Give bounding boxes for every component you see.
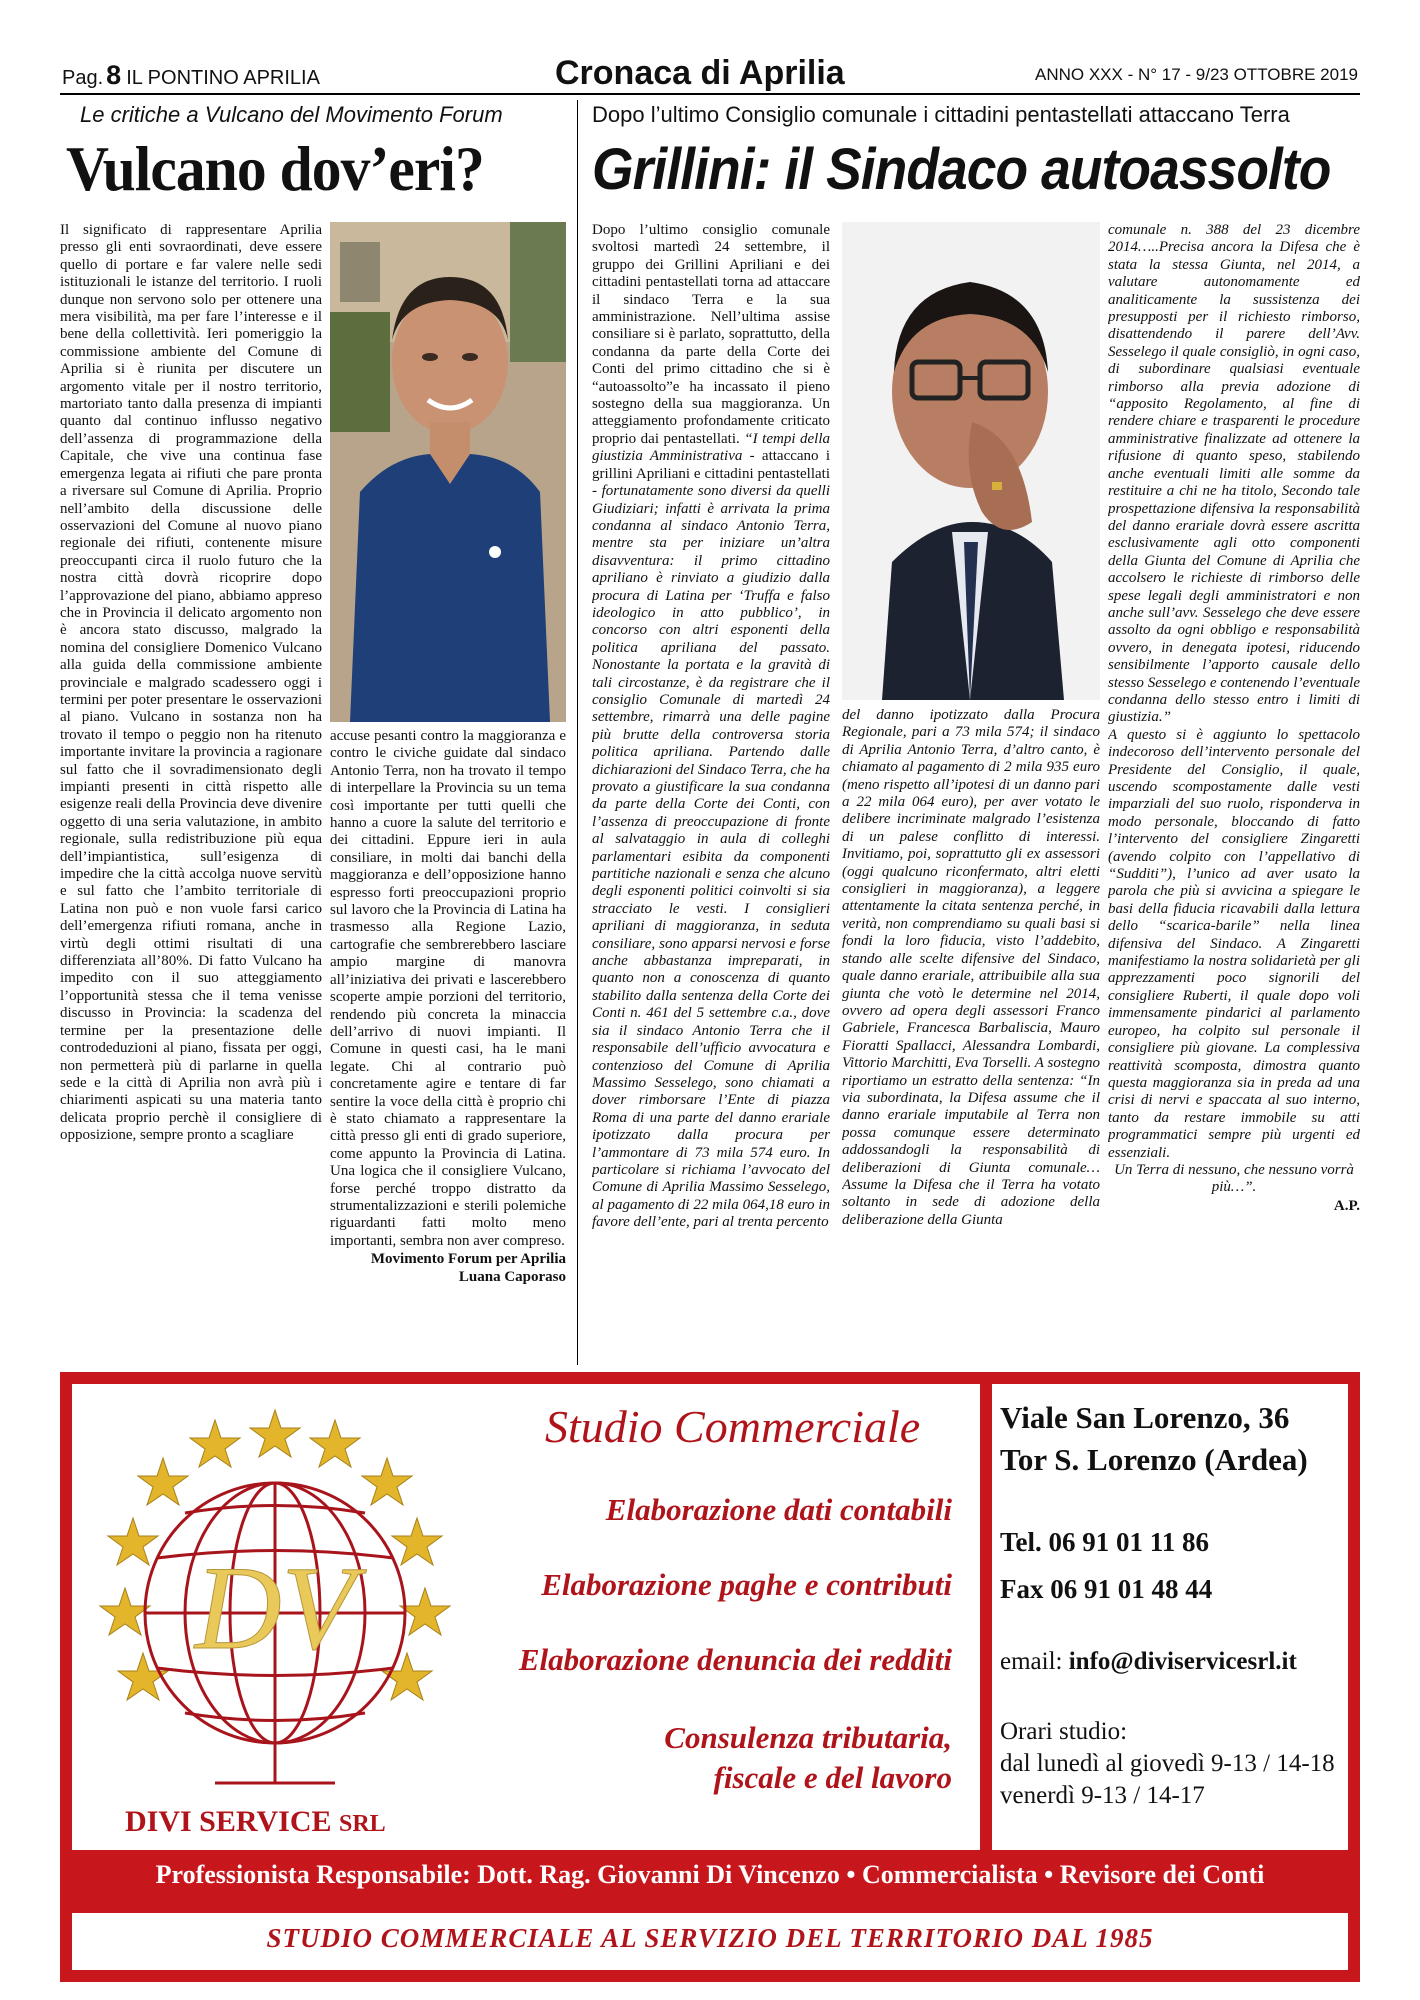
page-prefix: Pag.	[62, 67, 104, 89]
ad-fax: Fax 06 91 01 48 44	[1000, 1574, 1213, 1604]
ad-service-2: Elaborazione paghe e contributi	[541, 1567, 952, 1602]
right-article-text-3b: A questo si è aggiunto lo spettacolo indecoroso dell’intervento personale del Presidente del Consiglio, il quale, uscendo scompostamente dalle vesti imparziali del suo ruolo, risponderva in modo personale, bloccando di fatto l’intervento del consigliere Zingaretti (avendo colpito con l’appellativo di “Sudditi”), l’unico ad aver usato la parola che più si avvicina a spiegare le basi della fiducia ricavabili dalla lettura dello “scarica-barile” nella linea difensiva del Sindaco. A Zingaretti manifestiamo la nostra solidarietà per gli apprezzamenti poco signorili del consigliere Ruberti, il quale dopo voli immensamente pindarici al parlamento europeo, ha colpito sul personale il consigliere più giovane. La complessiva reattività scomposta, dimostra quanto questa maggioranza sia in preda ad una crisi di nervi e spaccata al suo interno, tanto da restare immobile su atti programmatici sempre più urgenti ed essenziali.	[1108, 726, 1360, 1161]
portrait-photo-vulcano	[330, 222, 566, 722]
ad-phone: Tel. 06 91 01 11 86	[1000, 1527, 1210, 1557]
ad-title: Studio Commerciale	[545, 1401, 921, 1452]
right-article-intro: Dopo l’ultimo consiglio comunale svoltosi martedì 24 settembre, il gruppo dei Grillini Apriliani e dei cittadini pentastellati torna ad attaccare il sindaco Terra e la sua amministrazione. Nell’ultima assise consiliare si è parlato, soprattutto, della condanna da parte della Corte dei Conti del primo cittadino che si è “autoassolto”e ha incassato il pieno sostegno della sua maggioranza. Un atteggiamento profondamente criticato proprio dai pentastellati.	[592, 222, 830, 447]
ad-address-2: Tor S. Lorenzo (Ardea)	[1000, 1442, 1308, 1477]
brand-suffix: SRL	[339, 1811, 386, 1837]
left-article-signature-author: Luana Caporaso	[458, 1269, 566, 1286]
ad-hours-title: Orari studio:	[1000, 1718, 1128, 1745]
ad-email-line	[1000, 1648, 1297, 1676]
ad-hours-friday: venerdì 9-13 / 14-17	[1000, 1782, 1205, 1809]
portrait-photo-terra	[842, 222, 1100, 700]
ad-email[interactable]: info@diviservicesrl.it	[1068, 1648, 1297, 1675]
logo-monogram: DV	[195, 1541, 355, 1674]
right-headline: Grillini: il Sindaco autoassolto	[592, 137, 1331, 202]
left-article-text-1: Il significato di rappresentare Aprilia presso gli enti sovraordinati, deve essere quello di portare e far valere nelle sedi istituzionali le istanze del territorio. I ruoli dunque non servono solo per ottenere una mera visibilità, ma per fare l’interesse e il bene della collettività. Ieri pomeriggio la commissione ambiente del Comune di Aprilia si è riunita per discutere un argomento vitale per il nostro territorio, martoriato tanto dalla presenza di impianti quanto dal continuo influsso negativo dell’assenza di programmazione della Capitale, che vive una continua fase emergenza legata ai rifiuti che pare pronta a riversare sul Comune di Aprilia. Proprio nell’ambito della discussione delle osservazioni del Comune al nuovo piano regionale dei rifiuti, contenente misure preoccupanti circa il ruolo futuro che la nostra città dovrà ricoprire dopo l’approvazione del piano, abbiamo appreso che in Provincia il delicato argomento non è ancora stato discusso, malgrado la nomina del consigliere Domenico Vulcano alla guida della commissione ambiente provinciale e malgrado scadessero oggi i termini per poter presentare le osservazioni al piano. Vulcano in sostanza non ha trovato il tempo o peggio non ha ritenuto importante invitare la provincia a ragionare sul fatto che il sovradimensionato degli impianti presenti in città rispetto alle esigenze reali della Provincia deve divenire oggetto di una seria valutazione, in ambito regionale, sulla redistribuzione più equa dell’impiantistica, sull’esigenza di impedire che la città accolga nuove servitù e sul fatto che l’ambito territoriale di Latina non può e non vuole farsi carico dell’emergenza rifiuti romana, anche in virtù degli ottimi risultati di una differenziata all’80%. Di fatto Vulcano ha impedito con il suo atteggiamento l’opportunità stessa che il tema venisse discusso in Provincia: la scadenza del termine per la presentazione delle controdeduzioni al piano, fissata per oggi, non permetterà più di parlarne in quella sede e la città di Aprilia non avrà più i chiarimenti aspicati su una materia tanto delicata proprio perchè il consigliere di opposizione, sempre pronto a scagliare	[60, 222, 322, 1144]
brand-name	[125, 1805, 386, 1839]
left-headline: Vulcano dov’eri?	[66, 133, 484, 204]
right-article-text-3a: comunale n. 388 del 23 dicembre 2014…..Precisa ancora la Difesa che è stata la stessa Giunta, nel 2014, a valutare autonomamente ed analiticamente la sussistenza dei presupposti per il richiesto rimborso, disattendendo il parere dell’Avv. Sesselego il quale consigliò, in ogni caso, di subordinare qualsiasi eventuale rimborso alla previa adozione di “apposito Regolamento, al fine di rendere chiare e trasparenti le procedure amministrative finalizzate ad ottenere la rifusione di quanto speso, stabilendo anche eventuali limiti alle somme da restituire a chi ne ha titolo, Secondo tale prospettazione difensiva la responsabilità del danno erariale dovrà essere ascritta esclusivamente agli otto componenti della Giunta del Comune di Aprilia che accolsero le richieste di rimborso delle spese legali degli amministratori e non anche sull’avv. Sesselego che deve essere assolto da ogni obbligo e responsabilità ovvero, in denegata ipotesi, riducendo sensibilmente l’apporto causale dello stesso Sesselego e contenendo l’eventuale condanna dello stesso entro i limiti di giustizia.”	[1108, 222, 1360, 726]
brand-main: DIVI SERVICE	[125, 1805, 332, 1838]
left-article-col2	[330, 728, 566, 1328]
column-divider	[577, 100, 578, 1365]
header-rule	[60, 93, 1360, 95]
right-kicker: Dopo l’ultimo Consiglio comunale i cittadini pentastellati attaccano Terra	[592, 102, 1290, 127]
right-article-text-1	[592, 222, 830, 1232]
ad-service-4a: Consulenza tributaria,	[664, 1720, 952, 1755]
page-number: 8	[106, 60, 122, 90]
left-article-text-2: accuse pesanti contro la maggioranza e contro le civiche guidate dal sindaco Antonio Terra, non ha trovato il tempo di interpellare la Provincia su un tema così importante per tutti quelli che hanno a cuore la salute del territorio e dei cittadini. Eppure ieri in aula consiliare, in molti dai banchi della maggioranza e dell’opposizione hanno espresso forti preoccupazioni proprio sul lavoro che la Provincia di Latina ha trasmesso alla Regione Lazio, cartografie che sembrerebbero lasciare ampio margine di manovra all’iniziativa dei privati e lascerebbero scoperte ampie porzioni del territorio, rendendo più concreta la minaccia dell’arrivo di nuovi impianti. Il Comune in questi casi, ha le mani legate. Chi al contrario può concretamente agire e tentare di far sentire la voce della città è proprio chi è stato chiamato a rappresentare la città presso gli enti di grado superiore, come appunto la Provincia di Latina. Una logica che il consigliere Vulcano, forse perché troppo distratto da strumentalizzazioni e sterili polemiche riguardanti fatti molto meno importanti, sembra non aver compreso.	[330, 728, 566, 1249]
page-folio	[62, 60, 320, 91]
ad-service-3: Elaborazione denuncia dei redditi	[518, 1642, 952, 1677]
right-article-col2	[842, 707, 1100, 1357]
mayor-illustration	[842, 222, 1100, 700]
right-article-quote-attribution: - attaccano i grillini Apriliani e cittadini pentastellati -	[592, 448, 830, 500]
globe-stars-icon	[85, 1398, 465, 1808]
right-article-quote-body: fortunatamente sono diversi da quelli Giudiziari; infatti è arrivata la prima condanna al sindaco Antonio Terra, mentre sta per iniziare un’altra disavventura: il primo cittadino apriliano è rinviato a giudizio dalla procura di Latina per ‘Truffa e falso ideologico in atto pubblico’, in concorso con altri esponenti della politica apriliana del passato. Nonostante la portata e la gravità di tali circostanze, è da registrare che il consiglio Comunale di martedì 24 settembre, rimarrà una delle pagine più brutte della controversa storia politica apriliana. Partendo dalle dichiarazioni del Sindaco Terra, che ha provato a giustificare la sua condanna da parte della Corte dei Conti, con l’assenza di preoccupazione di fronte al salvataggio in aula di colleghi parlamentari esibita da componenti partitiche nazionali e senza che alcuno degli esponenti politici coinvolti si sia stracciato le vesti. I consiglieri apriliani di maggioranza, in seduta consiliare, sono apparsi nervosi e forse anche abbastanza impreparati, in quanto non a conoscenza di quanto stabilito dalla sentenza della Corte dei Conti n. 461 del 5 settembre c.a., dove sia il sindaco Antonio Terra che il responsabile dell’ufficio avvocatura e contenzioso del Comune di Aprilia Massimo Sesselego, sono chiamati a dover rimborsare l’Ente di piazza Roma di una parte del danno erariale ipotizzato dalla procura per l’ammontare di 73 mila 574 euro. In particolare si richiama l’avvocato del Comune di Aprilia Massimo Sesselego, al pagamento di 22 mila 064,18 euro in favore dell’ente, pari al trenta percento	[592, 483, 830, 1231]
globe-logo	[85, 1398, 465, 1808]
ad-hours-weekdays: dal lunedì al giovedì 9-13 / 14-18	[1000, 1750, 1335, 1777]
section-title: Cronaca di Aprilia	[555, 54, 845, 92]
right-article-col3	[1108, 222, 1360, 1362]
right-article-text-3c: Un Terra di nessuno, che nessuno vorrà più…”.	[1114, 1161, 1354, 1196]
right-article-quote-open: “I tempi della giustizia Amministrativa	[592, 430, 830, 465]
left-kicker: Le critiche a Vulcano del Movimento Forum	[80, 102, 503, 127]
right-article-signature: A.P.	[1333, 1197, 1360, 1214]
right-article-text-2: del danno ipotizzato dalla Procura Regionale, pari a 73 mila 574; il sindaco di Aprilia Antonio Terra, d’altro canto, è chiamato al pagamento di 2 mila 935 euro (meno rispetto all’ipotesi di un danno pari a 22 mila 064 euro), per aver votato le delibere incriminate malgrado l’esistenza di un palese conflitto di interessi. Invitiamo, poi, soprattutto gli ex assessori (oggi qualcuno riconfermato, altri eletti consiglieri in maggioranza), a leggere attentamente la citata sentenza perché, in verità, non comprendiamo su quali basi si fondi la loro fiducia, visto l’addebito, stando alle scelte difensive del Sindaco, quale danno erariale, attribuibile alla sua giunta che votò le determine nel 2014, ovvero ad opera degli assessori Franco Gabriele, Francesca Barbaliscia, Mauro Fioratti Spallacci, Alessandra Lombardi, Vittorio Marchitti, Eva Torselli. A sostegno riportiamo un estratto della sentenza: “In via subordinata, la Difesa assume che il danno erariale imputabile al Terra non possa comunque essere determinato addossandogli la responsabilità di deliberazioni di Giunta comunale…Assume la Difesa che il Terra ha votato soltanto in sede di adozione della deliberazione della Giunta	[842, 707, 1100, 1228]
ad-slogan: STUDIO COMMERCIALE AL SERVIZIO DEL TERRITORIO DAL 1985	[266, 1923, 1154, 1953]
ad-service-4b: fiscale e del lavoro	[713, 1760, 952, 1795]
left-article-col1	[60, 222, 322, 1362]
right-article-col1	[592, 222, 830, 1362]
paper-name: IL PONTINO APRILIA	[126, 67, 320, 89]
left-article-signature-org: Movimento Forum per Aprilia	[370, 1251, 566, 1268]
portrait-illustration	[330, 222, 566, 722]
ad-address-1: Viale San Lorenzo, 36	[1000, 1400, 1290, 1435]
ad-email-label: email:	[1000, 1648, 1063, 1675]
ad-service-1: Elaborazione dati contabili	[605, 1492, 952, 1527]
ad-responsible-line: Professionista Responsabile: Dott. Rag. Giovanni Di Vincenzo • Commercialista • Revisore dei Conti	[155, 1860, 1265, 1889]
issue-info: ANNO XXX - N° 17 - 9/23 OTTOBRE 2019	[1035, 65, 1358, 84]
